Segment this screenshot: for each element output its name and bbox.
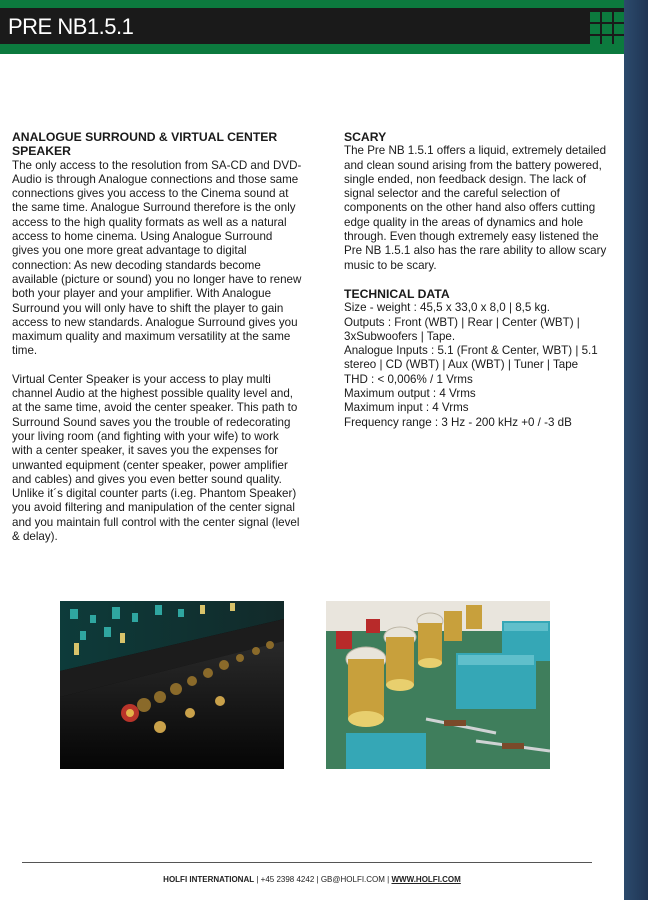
- section-heading-scary: SCARY: [344, 130, 387, 144]
- spec-line: Maximum input : 4 Vrms: [344, 401, 469, 415]
- page-edge-strip: [624, 0, 648, 900]
- left-column: [12, 130, 302, 544]
- header-accent-top: [0, 0, 624, 8]
- header-accent-bottom: [0, 44, 624, 54]
- section-heading-technical-data: TECHNICAL DATA: [344, 286, 450, 301]
- circuit-board-capacitors-photo: [326, 601, 550, 769]
- grid-logo-icon: [590, 12, 624, 46]
- scary-paragraph: The Pre NB 1.5.1 offers a liquid, extremely detailed and clean sound arising from the battery powered, single ended, non feedback design. The lack of signal selector and the careful selection of components on the other hand also offers cutting edge quality in the areas of dynamics and hole through. Even though extremely easy listened the Pre NB 1.5.1 also has the rare ability to allow scary music to be scary.: [344, 144, 607, 272]
- amplifier-rear-panel-photo: [60, 601, 284, 769]
- footer-website-link[interactable]: WWW.HOLFI.COM: [391, 875, 461, 884]
- spec-line: Outputs : Front (WBT) | Rear | Center (WBT) | 3xSubwoofers | Tape.: [344, 315, 580, 343]
- spec-line: Frequency range : 3 Hz - 200 kHz +0 / -3 dB: [344, 415, 572, 429]
- analogue-surround-paragraph: The only access to the resolution from SA-CD and DVD-Audio is through Analogue connections and those same connections gives you access to the Cinema sound at the same time. Analogue Surround therefore is the only access to the high quality formats as well as a natural access to home cinema. Using Analogue Surround gives you one more great advantage to digital connection: As new decoding standards become available (picture or sound) you no longer have to renew both your player and your amplifier. With Analogue Surround you will only have to shift the player to gain access to new standards. Analogue Surround gives you maximum quality and maximum versatility at the same time.: [12, 158, 302, 358]
- footer-divider: [22, 862, 592, 863]
- footer-phone: | +45 2398 4242 |: [256, 875, 319, 884]
- spec-line: Maximum output : 4 Vrms: [344, 387, 476, 401]
- spec-line: Size - weight : 45,5 x 33,0 x 8,0 | 8,5 kg.: [344, 301, 551, 315]
- footer-email[interactable]: GB@HOLFI.COM |: [320, 875, 390, 884]
- page-title: PRE NB1.5.1: [8, 14, 134, 39]
- footer: [0, 875, 624, 885]
- spec-line: THD : < 0,006% / 1 Vrms: [344, 372, 473, 386]
- right-column: [344, 130, 619, 430]
- section-heading-analogue-surround: ANALOGUE SURROUND & VIRTUAL CENTER SPEAKER: [12, 130, 278, 159]
- virtual-center-paragraph: Virtual Center Speaker is your access to play multi channel Audio at the highest possible quality level and, at the same time, avoid the center speaker. This path to Surround Sound saves you the trouble of redecorating your living room (and fighting with your wife) to work with a center speaker, it saves you the expenses for unwanted equipment (center speaker, power amplifier and cables) and gives you even better sound quality. Unlike it´s digital counter parts (i.eg. Phantom Speaker) you avoid filtering and manipulation of the center signal and you maintain full control with the center signal (level & delay).: [12, 372, 300, 544]
- spec-line: Analogue Inputs : 5.1 (Front & Center, WBT) | 5.1 stereo | CD (WBT) | Aux (WBT) | Tuner | Tape: [344, 344, 598, 372]
- footer-company: HOLFI INTERNATIONAL: [163, 875, 255, 884]
